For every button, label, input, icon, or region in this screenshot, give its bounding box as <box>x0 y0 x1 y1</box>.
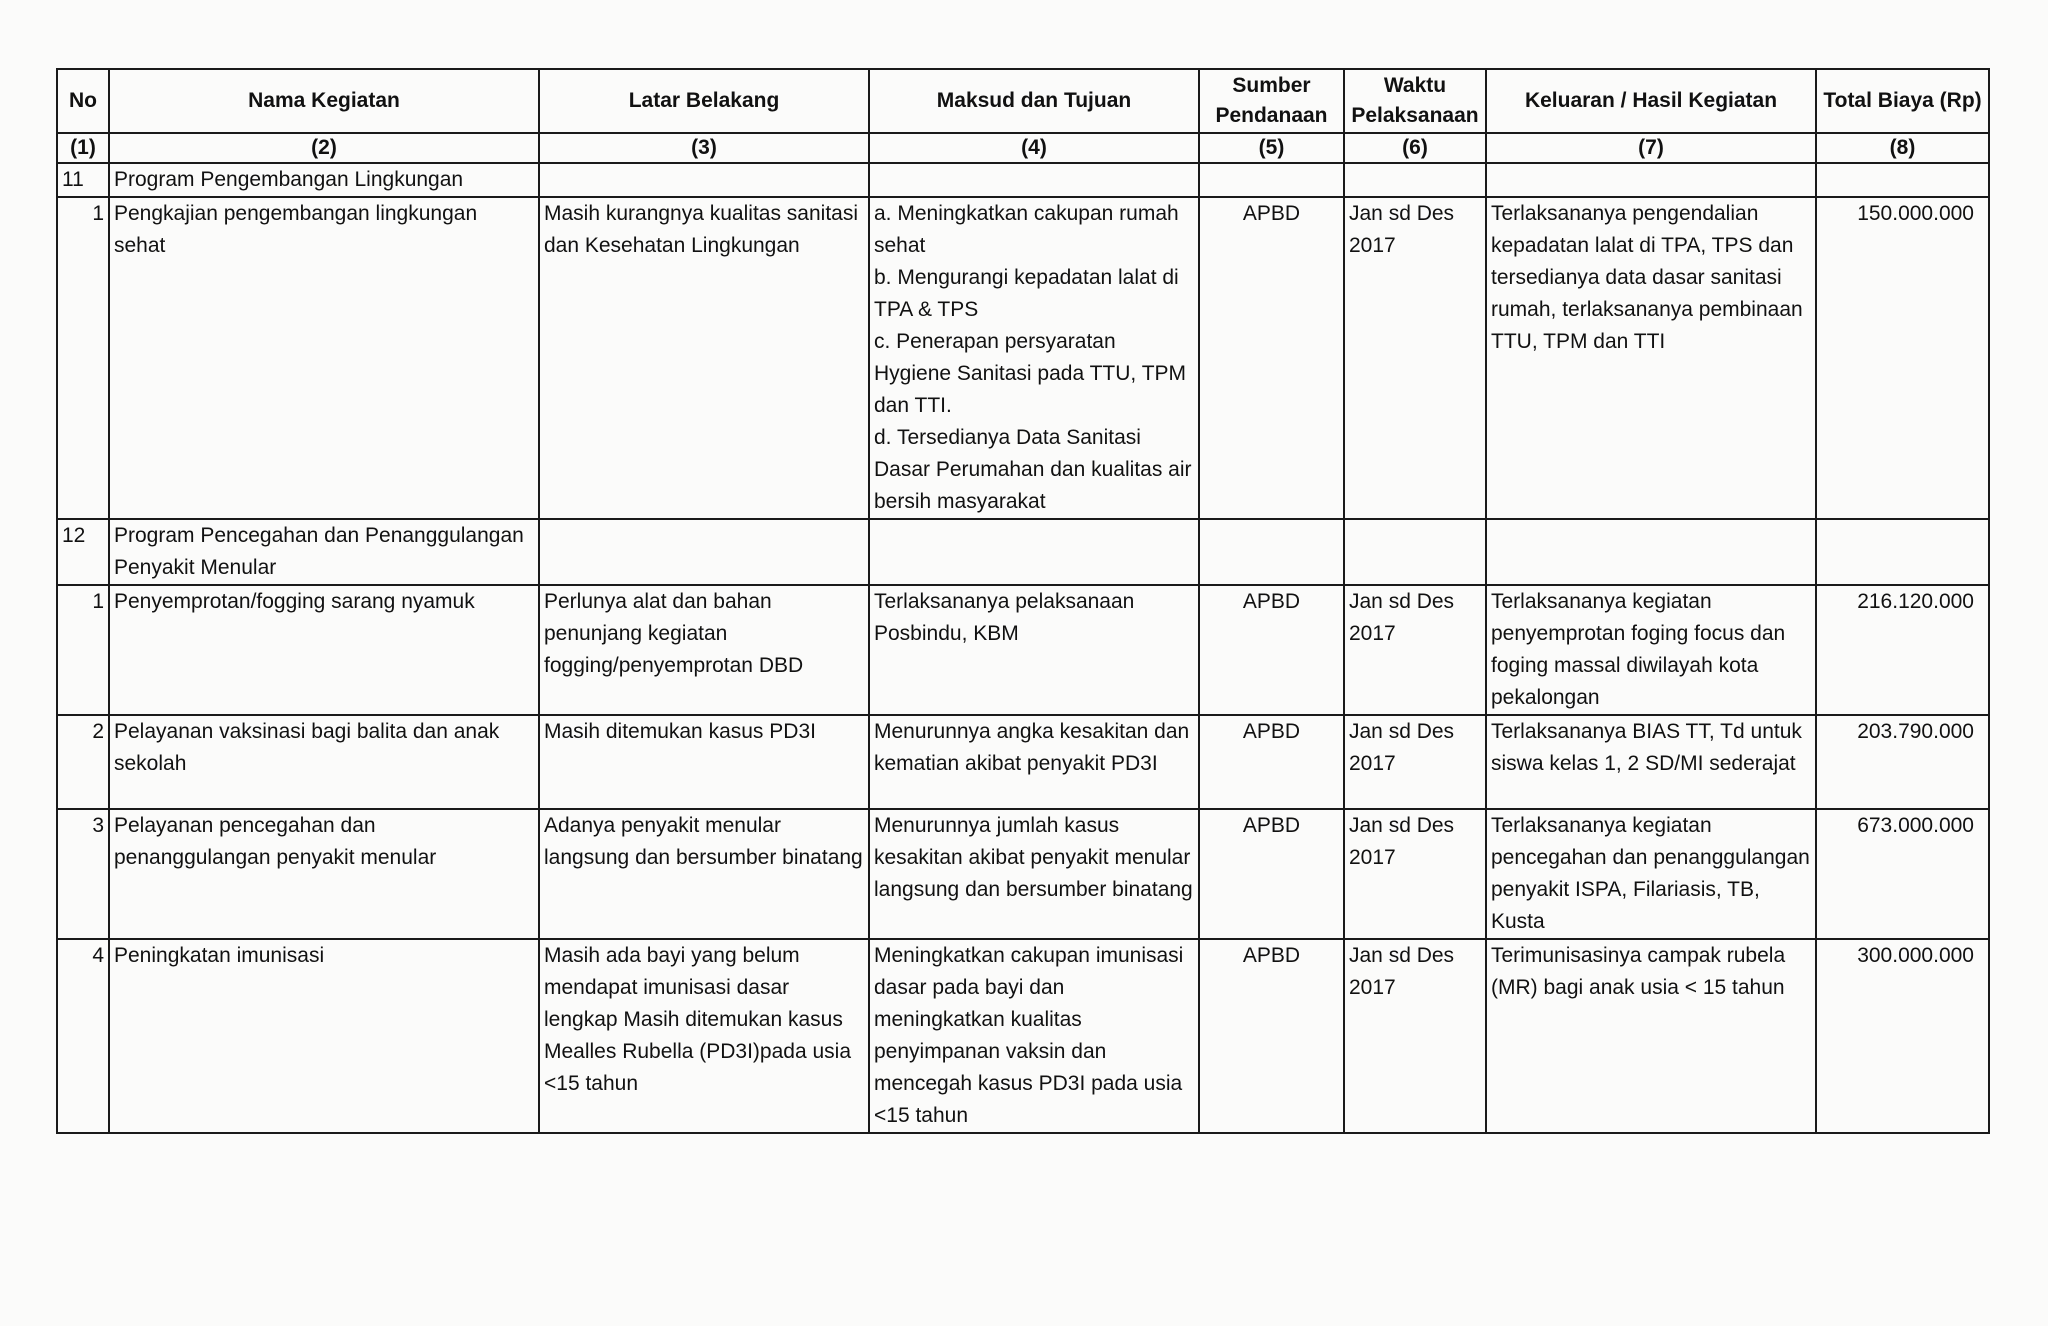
activity-waktu: Jan sd Des 2017 <box>1344 585 1486 715</box>
header-waktu-line-2: Pelaksanaan <box>1351 104 1479 127</box>
activity-latar: Perlunya alat dan bahan penunjang kegiatan fogging/penyemprotan DBD <box>539 585 869 715</box>
header-nama-kegiatan: Nama Kegiatan <box>109 69 539 133</box>
header-sumber-pendanaan <box>1199 69 1344 133</box>
colnum-5: (5) <box>1199 133 1344 163</box>
header-no: No <box>57 69 109 133</box>
activity-waktu: Jan sd Des 2017 <box>1344 809 1486 939</box>
activity-nama: Peningkatan imunisasi <box>109 939 539 1133</box>
activity-nama: Pelayanan pencegahan dan penanggulangan penyakit menular <box>109 809 539 939</box>
activity-maksud: Menurunnya angka kesakitan dan kematian akibat penyakit PD3I <box>869 715 1199 809</box>
colnum-8: (8) <box>1816 133 1989 163</box>
activity-waktu: Jan sd Des 2017 <box>1344 939 1486 1133</box>
activity-waktu: Jan sd Des 2017 <box>1344 715 1486 809</box>
column-number-row <box>57 133 1989 163</box>
activity-latar: Masih ditemukan kasus PD3I <box>539 715 869 809</box>
program-no: 12 <box>57 519 109 585</box>
header-latar-belakang: Latar Belakang <box>539 69 869 133</box>
activity-keluaran: Terlaksananya pengendalian kepadatan lalat di TPA, TPS dan tersedianya data dasar sanitasi rumah, terlaksananya pembinaan TTU, TPM dan TTI <box>1486 197 1816 519</box>
colnum-4: (4) <box>869 133 1199 163</box>
maksud-item: b. Mengurangi kepadatan lalat di TPA & TPS <box>874 266 1179 321</box>
table-row <box>57 715 1989 809</box>
activity-biaya: 150.000.000 <box>1816 197 1989 519</box>
activity-biaya: 216.120.000 <box>1816 585 1989 715</box>
table-row <box>57 809 1989 939</box>
activity-no: 1 <box>57 197 109 519</box>
activity-nama: Pelayanan vaksinasi bagi balita dan anak sekolah <box>109 715 539 809</box>
table-row <box>57 939 1989 1133</box>
colnum-7: (7) <box>1486 133 1816 163</box>
activity-keluaran: Terlaksananya kegiatan penyemprotan foging focus dan foging massal diwilayah kota pekalongan <box>1486 585 1816 715</box>
activity-sumber: APBD <box>1199 939 1344 1133</box>
activity-no: 1 <box>57 585 109 715</box>
activity-waktu: Jan sd Des 2017 <box>1344 197 1486 519</box>
colnum-6: (6) <box>1344 133 1486 163</box>
colnum-1: (1) <box>57 133 109 163</box>
program-row <box>57 519 1989 585</box>
activity-maksud: Terlaksananya pelaksanaan Posbindu, KBM <box>869 585 1199 715</box>
header-total-biaya: Total Biaya (Rp) <box>1816 69 1989 133</box>
activity-biaya: 203.790.000 <box>1816 715 1989 809</box>
header-maksud-tujuan: Maksud dan Tujuan <box>869 69 1199 133</box>
activity-keluaran: Terlaksananya BIAS TT, Td untuk siswa kelas 1, 2 SD/MI sederajat <box>1486 715 1816 809</box>
activity-maksud: Meningkatkan cakupan imunisasi dasar pada bayi dan meningkatkan kualitas penyimpanan vaksin dan mencegah kasus PD3I pada usia <15 tahun <box>869 939 1199 1133</box>
colnum-3: (3) <box>539 133 869 163</box>
activity-sumber: APBD <box>1199 197 1344 519</box>
program-row <box>57 163 1989 197</box>
header-sumber-line-1: Sumber <box>1232 74 1311 97</box>
header-waktu-line-1: Waktu <box>1383 74 1447 97</box>
activity-maksud: Menurunnya jumlah kasus kesakitan akibat penyakit menular langsung dan bersumber binatang <box>869 809 1199 939</box>
activity-sumber: APBD <box>1199 809 1344 939</box>
activity-latar: Masih ada bayi yang belum mendapat imunisasi dasar lengkap Masih ditemukan kasus Mealles Rubella (PD3I)pada usia <15 tahun <box>539 939 869 1133</box>
activity-no: 4 <box>57 939 109 1133</box>
program-name: Program Pengembangan Lingkungan <box>109 163 539 197</box>
table-row <box>57 197 1989 519</box>
activity-no: 3 <box>57 809 109 939</box>
header-sumber-line-2: Pendanaan <box>1215 104 1328 127</box>
activity-sumber: APBD <box>1199 715 1344 809</box>
activity-biaya: 673.000.000 <box>1816 809 1989 939</box>
activity-latar: Adanya penyakit menular langsung dan bersumber binatang <box>539 809 869 939</box>
activity-nama: Pengkajian pengembangan lingkungan sehat <box>109 197 539 519</box>
maksud-item: d. Tersedianya Data Sanitasi Dasar Perumahan dan kualitas air bersih masyarakat <box>874 426 1192 513</box>
activity-budget-table <box>56 68 1990 1134</box>
activity-biaya: 300.000.000 <box>1816 939 1989 1133</box>
maksud-item: a. Meningkatkan cakupan rumah sehat <box>874 202 1179 257</box>
activity-sumber: APBD <box>1199 585 1344 715</box>
activity-maksud <box>869 197 1199 519</box>
header-row <box>57 69 1989 133</box>
maksud-item: c. Penerapan persyaratan Hygiene Sanitasi pada TTU, TPM dan TTI. <box>874 330 1187 417</box>
activity-latar: Masih kurangnya kualitas sanitasi dan Kesehatan Lingkungan <box>539 197 869 519</box>
program-no: 11 <box>57 163 109 197</box>
activity-no: 2 <box>57 715 109 809</box>
colnum-2: (2) <box>109 133 539 163</box>
activity-keluaran: Terlaksananya kegiatan pencegahan dan penanggulangan penyakit ISPA, Filariasis, TB, Kusta <box>1486 809 1816 939</box>
activity-keluaran: Terimunisasinya campak rubela (MR) bagi anak usia < 15 tahun <box>1486 939 1816 1133</box>
header-waktu-pelaksanaan <box>1344 69 1486 133</box>
header-keluaran: Keluaran / Hasil Kegiatan <box>1486 69 1816 133</box>
table-row <box>57 585 1989 715</box>
program-name: Program Pencegahan dan Penanggulangan Penyakit Menular <box>109 519 539 585</box>
activity-nama: Penyemprotan/fogging sarang nyamuk <box>109 585 539 715</box>
